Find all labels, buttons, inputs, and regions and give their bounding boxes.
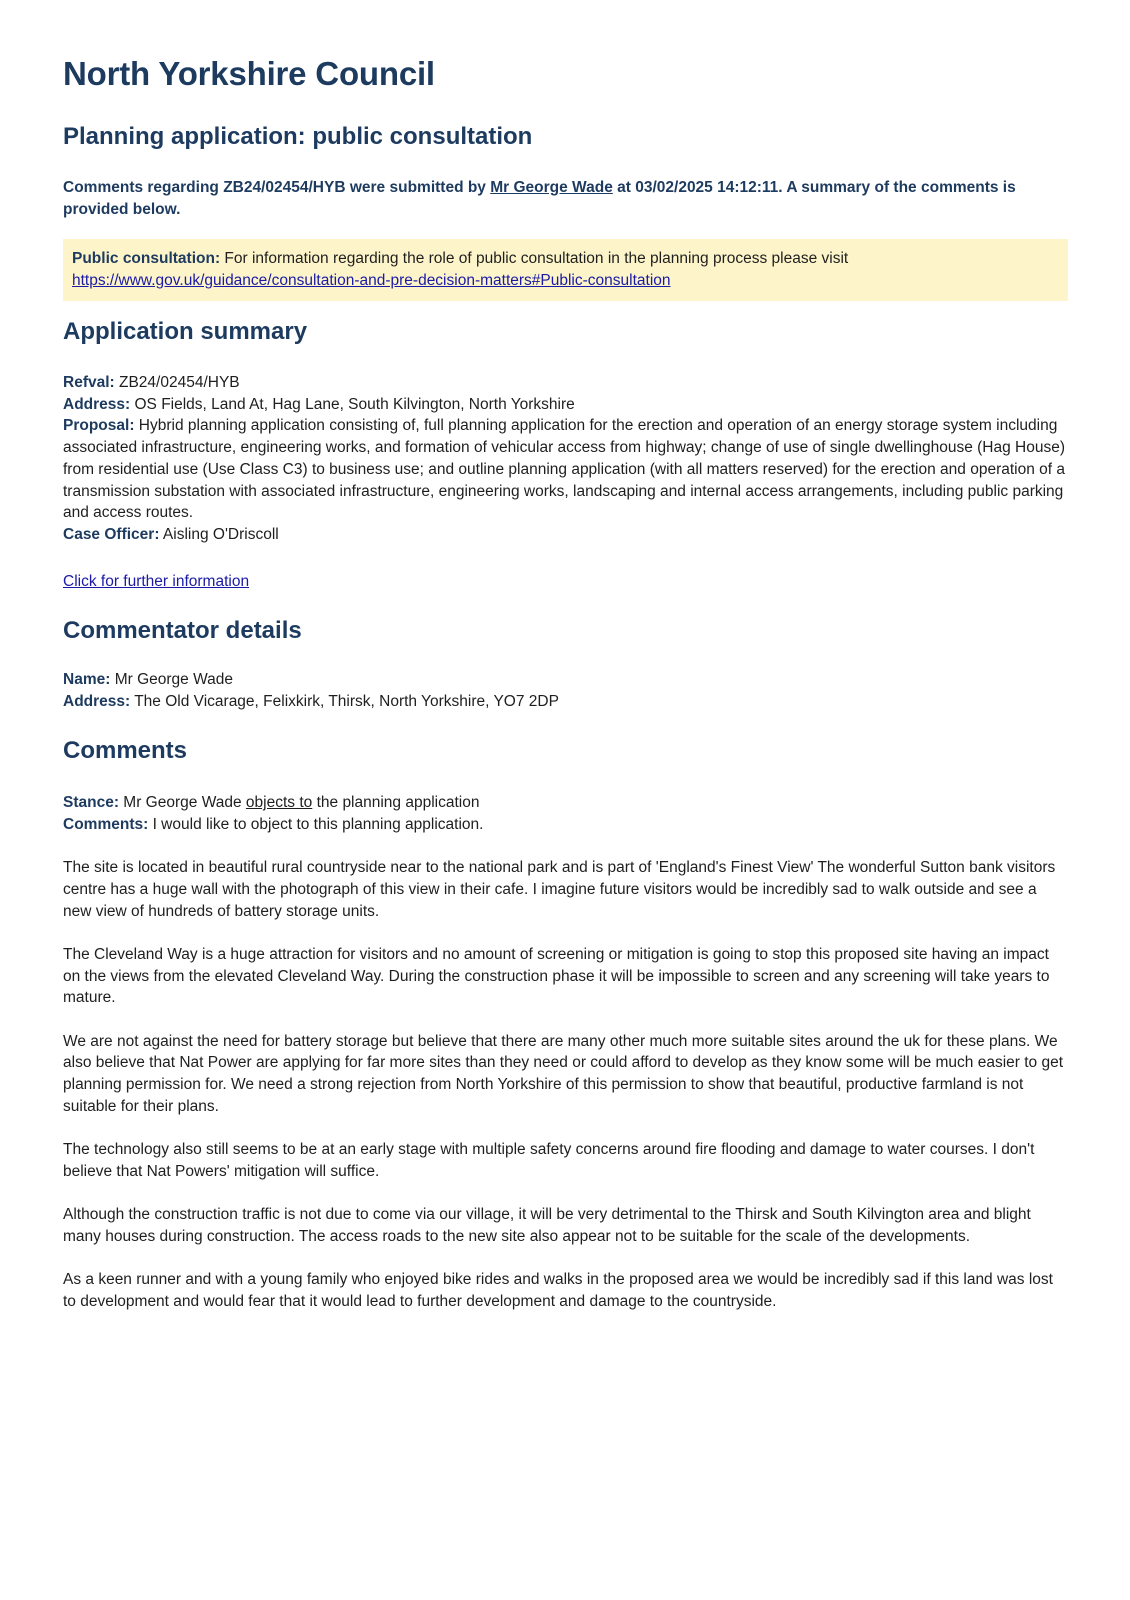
application-summary-heading: Application summary xyxy=(63,318,308,345)
commentator-name-row xyxy=(63,669,1068,691)
submitter-link[interactable]: Mr George Wade xyxy=(490,179,613,196)
case-officer-row xyxy=(63,524,1068,546)
comment-paragraph: As a keen runner and with a young family who enjoyed bike rides and walks in the proposed area we would be incredibly sad if this land was lost to development and would fear that it would lead to further development and damage to the countryside. xyxy=(63,1271,1053,1311)
application-summary xyxy=(63,372,1068,546)
proposal-value: Hybrid planning application consisting of, full planning application for the erection and operation of an energy storage system including associated infrastructure, engineering works, and formation of vehicular access from highway; change of use of single dwellinghouse (Hag House) from residential use (Use Class C3) to business use; and outline planning application (with all matters reserved) for the erection and operation of a transmission substation with associated infrastructure, engineering works, landscaping and internal access arrangements, including public parking and access routes. xyxy=(63,417,1066,522)
proposal-label: Proposal: xyxy=(63,417,135,435)
further-information-link[interactable]: Click for further information xyxy=(63,573,250,590)
page-subtitle: Planning application: public consultation xyxy=(63,123,533,150)
council-title: North Yorkshire Council xyxy=(63,55,435,92)
comment-paragraph: The Cleveland Way is a huge attraction for visitors and no amount of screening or mitigation is going to stop this proposed site having an impact on the views from the elevated Cleveland Way. During the construction phase it will be impossible to screen and any screening will take years to mature. xyxy=(63,945,1050,1007)
commentator-address-value: The Old Vicarage, Felixkirk, Thirsk, North Yorkshire, YO7 2DP xyxy=(130,692,559,710)
stance-row xyxy=(63,792,1068,814)
public-consultation-notice xyxy=(63,239,1068,301)
commentator-details xyxy=(63,669,1068,712)
refval-row xyxy=(63,372,1068,394)
comment-paragraph: We are not against the need for battery storage but believe that there are many other much more suitable sites around the uk for these plans. We also believe that Nat Power are applying for far more sites than they need or could afford to develop as they know some will be much easier to get planning permission for. We need a strong rejection from North Yorkshire of this permission to show that beautiful, productive farmland is not suitable for their plans. xyxy=(63,1032,1064,1115)
intro-prefix: Comments regarding ZB24/02454/HYB were submitted by xyxy=(63,179,491,196)
comments-label: Comments: xyxy=(63,815,149,833)
comment-paragraph: The site is located in beautiful rural countryside near to the national park and is part of 'England's Finest View' The wonderful Sutton bank visitors centre has a huge wall with the photograph of this view in their cafe. I imagine future visitors would be incredibly sad to walk outside and see a new view of hundreds of battery storage units. xyxy=(63,859,1056,920)
comments-body xyxy=(63,792,1068,1334)
guidance-link[interactable]: https://www.gov.uk/guidance/consultation-and-pre-decision-matters#Public-consultation xyxy=(72,271,671,289)
notice-text: For information regarding the role of public consultation in the planning process please visit xyxy=(220,250,849,267)
comment-paragraph: Although the construction traffic is not due to come via our village, it will be very detrimental to the Thirsk and South Kilvington area and blight many houses during construction. The access roads to the new site also appear not to be suitable for the scale of the developments. xyxy=(63,1206,1031,1245)
commentator-heading: Commentator details xyxy=(63,617,302,644)
comments-first-line: I would like to object to this planning application. xyxy=(148,815,484,833)
stance-suffix: the planning application xyxy=(312,794,480,811)
comments-first-row xyxy=(63,814,1068,836)
case-officer-value: Aisling O'Driscoll xyxy=(159,525,279,543)
comment-paragraph: The technology also still seems to be at an early stage with multiple safety concerns around fire flooding and damage to water courses. I don't believe that Nat Powers' mitigation will suffice. xyxy=(63,1141,1035,1180)
proposal-row xyxy=(63,415,1068,524)
commentator-name-label: Name: xyxy=(63,671,111,688)
stance-label: Stance: xyxy=(63,794,119,811)
refval-label: Refval: xyxy=(63,374,115,391)
address-value: OS Fields, Land At, Hag Lane, South Kilvington, North Yorkshire xyxy=(130,395,575,413)
refval-value: ZB24/02454/HYB xyxy=(114,374,240,391)
address-label: Address: xyxy=(63,395,131,413)
stance-objects-link[interactable]: objects to xyxy=(245,794,313,811)
notice-label: Public consultation: xyxy=(72,250,221,267)
commentator-name-value: Mr George Wade xyxy=(110,671,233,688)
submission-intro xyxy=(63,177,1068,220)
intro-suffix: at 03/02/2025 14:12:11. A summary of the comments is provided below. xyxy=(63,179,1016,218)
comments-heading: Comments xyxy=(63,737,188,764)
address-row xyxy=(63,394,1068,416)
commentator-address-label: Address: xyxy=(63,692,131,710)
case-officer-label: Case Officer: xyxy=(63,525,160,543)
stance-prefix: Mr George Wade xyxy=(119,794,246,811)
commentator-address-row xyxy=(63,691,1068,713)
